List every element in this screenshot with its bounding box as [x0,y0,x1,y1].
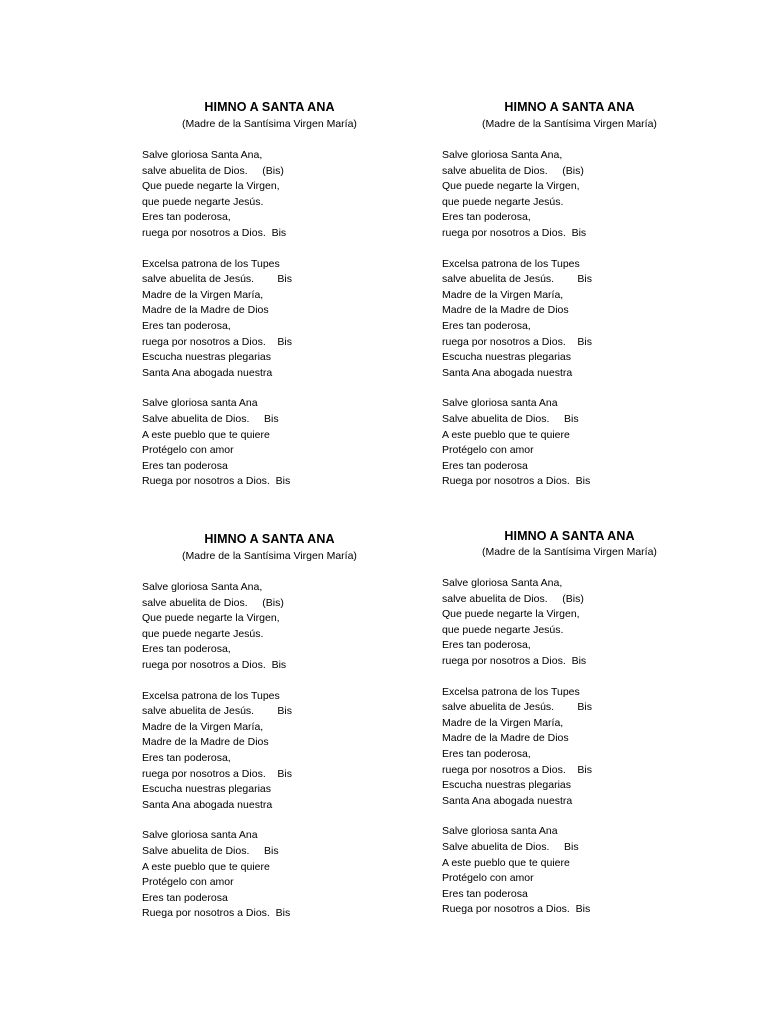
lyric-line: Eres tan poderosa, [442,747,531,760]
lyric-line: Excelsa patrona de los Tupes [142,689,280,702]
hymn-title: HIMNO A SANTA ANA [504,100,635,114]
lyric-line: Eres tan poderosa, [142,643,231,656]
lyric-line: Madre de la Virgen María, [142,720,264,733]
stanza-3 [442,396,592,490]
lyric-line: Salve abuelita de Dios. Bis [442,840,579,853]
lyric-line: Eres tan poderosa, [442,319,531,332]
lyric-line: ruega por nosotros a Dios. Bis [142,658,287,671]
hymn-lyrics [142,148,292,505]
hymn-subtitle: (Madre de la Santísima Virgen María) [482,546,657,558]
lyric-line: salve abuelita de Dios. (Bis) [442,592,584,605]
lyric-line: salve abuelita de Dios. (Bis) [442,164,584,177]
lyric-line: Salve gloriosa santa Ana [442,397,558,410]
hymn-title: HIMNO A SANTA ANA [204,100,335,114]
lyric-line: Ruega por nosotros a Dios. Bis [442,475,591,488]
lyric-line: que puede negarte Jesús. [442,195,564,208]
lyric-line: Eres tan poderosa, [142,319,231,332]
lyric-line: salve abuelita de Jesús. Bis [442,273,592,286]
lyric-line: Salve gloriosa Santa Ana, [142,581,263,593]
stanza-3 [142,396,292,490]
lyric-line: Ruega por nosotros a Dios. Bis [142,475,291,488]
hymn-subtitle: (Madre de la Santísima Virgen María) [182,118,357,130]
lyric-line: que puede negarte Jesús. [142,627,264,640]
lyric-line: salve abuelita de Dios. (Bis) [142,164,284,177]
lyric-line: Excelsa patrona de los Tupes [442,685,580,698]
lyric-line: Eres tan poderosa, [442,211,531,224]
hymn-title: HIMNO A SANTA ANA [504,529,635,543]
lyric-line: Excelsa patrona de los Tupes [142,257,280,270]
lyric-line: Eres tan poderosa, [142,211,231,224]
lyric-line: Salve gloriosa santa Ana [442,825,558,838]
lyric-line: salve abuelita de Jesús. Bis [442,701,592,714]
lyric-line: Salve gloriosa santa Ana [142,397,258,410]
stanza-1 [142,580,292,674]
lyric-line: ruega por nosotros a Dios. Bis [142,767,292,780]
lyric-line: Protégelo con amor [142,876,234,889]
lyric-line: Que puede negarte la Virgen, [142,612,280,625]
stanza-1 [142,148,292,242]
lyric-line: Escucha nuestras plegarias [142,783,271,796]
stanza-2 [142,257,292,382]
lyric-line: Salve abuelita de Dios. Bis [142,844,279,857]
lyric-line: Que puede negarte la Virgen, [442,180,580,193]
lyric-line: Ruega por nosotros a Dios. Bis [442,903,591,916]
lyric-line: salve abuelita de Jesús. Bis [142,273,292,286]
lyric-line: ruega por nosotros a Dios. Bis [442,654,587,667]
lyric-line: Madre de la Madre de Dios [442,732,569,745]
stanza-1 [442,576,592,670]
lyric-line: Salve abuelita de Dios. Bis [442,412,579,425]
lyric-line: Eres tan poderosa [442,459,528,472]
lyric-line: que puede negarte Jesús. [142,195,264,208]
lyric-line: salve abuelita de Jesús. Bis [142,705,292,718]
lyric-line: Madre de la Virgen María, [142,288,264,301]
lyric-line: Escucha nuestras plegarias [142,351,271,364]
lyric-line: Que puede negarte la Virgen, [142,180,280,193]
lyric-line: Eres tan poderosa [142,459,228,472]
lyric-line: Madre de la Madre de Dios [442,304,569,317]
lyric-line: A este pueblo que te quiere [142,428,270,441]
lyric-line: que puede negarte Jesús. [442,623,564,636]
stanza-2 [442,257,592,382]
lyric-line: Santa Ana abogada nuestra [442,794,573,807]
lyric-line: salve abuelita de Dios. (Bis) [142,596,284,609]
lyric-line: A este pueblo que te quiere [442,428,570,441]
lyric-line: ruega por nosotros a Dios. Bis [442,763,592,776]
hymn-subtitle: (Madre de la Santísima Virgen María) [182,550,357,562]
lyric-line: Madre de la Virgen María, [442,716,564,729]
lyric-line: Salve gloriosa Santa Ana, [442,149,563,161]
hymn-subtitle: (Madre de la Santísima Virgen María) [482,118,657,130]
lyric-line: Escucha nuestras plegarias [442,779,571,792]
lyric-line: Salve gloriosa santa Ana [142,829,258,842]
lyric-line: Salve gloriosa Santa Ana, [442,577,563,589]
lyric-line: Madre de la Madre de Dios [142,736,269,749]
hymn-lyrics [442,148,592,505]
stanza-3 [442,824,592,918]
stanza-3 [142,828,292,922]
lyric-line: ruega por nosotros a Dios. Bis [142,335,292,348]
lyric-line: ruega por nosotros a Dios. Bis [442,335,592,348]
lyric-line: Eres tan poderosa [142,891,228,904]
lyric-line: A este pueblo que te quiere [142,860,270,873]
lyric-line: Santa Ana abogada nuestra [142,366,273,379]
lyric-line: A este pueblo que te quiere [442,856,570,869]
lyric-line: Santa Ana abogada nuestra [142,798,273,811]
lyric-line: Protégelo con amor [142,444,234,457]
lyric-line: Protégelo con amor [442,444,534,457]
lyric-line: Eres tan poderosa [442,887,528,900]
lyric-line: Salve abuelita de Dios. Bis [142,412,279,425]
lyric-line: ruega por nosotros a Dios. Bis [142,226,287,239]
stanza-2 [442,685,592,810]
lyric-line: Eres tan poderosa, [142,751,231,764]
lyric-line: Escucha nuestras plegarias [442,351,571,364]
lyric-line: Madre de la Madre de Dios [142,304,269,317]
lyric-line: Madre de la Virgen María, [442,288,564,301]
hymn-lyrics [142,580,292,937]
lyric-line: Que puede negarte la Virgen, [442,608,580,621]
hymn-lyrics [442,576,592,933]
lyric-line: Protégelo con amor [442,872,534,885]
lyric-line: ruega por nosotros a Dios. Bis [442,226,587,239]
stanza-2 [142,689,292,814]
lyric-line: Eres tan poderosa, [442,639,531,652]
stanza-1 [442,148,592,242]
lyric-line: Ruega por nosotros a Dios. Bis [142,907,291,920]
lyric-line: Excelsa patrona de los Tupes [442,257,580,270]
lyric-line: Santa Ana abogada nuestra [442,366,573,379]
lyric-line: Salve gloriosa Santa Ana, [142,149,263,161]
hymn-title: HIMNO A SANTA ANA [204,532,335,546]
